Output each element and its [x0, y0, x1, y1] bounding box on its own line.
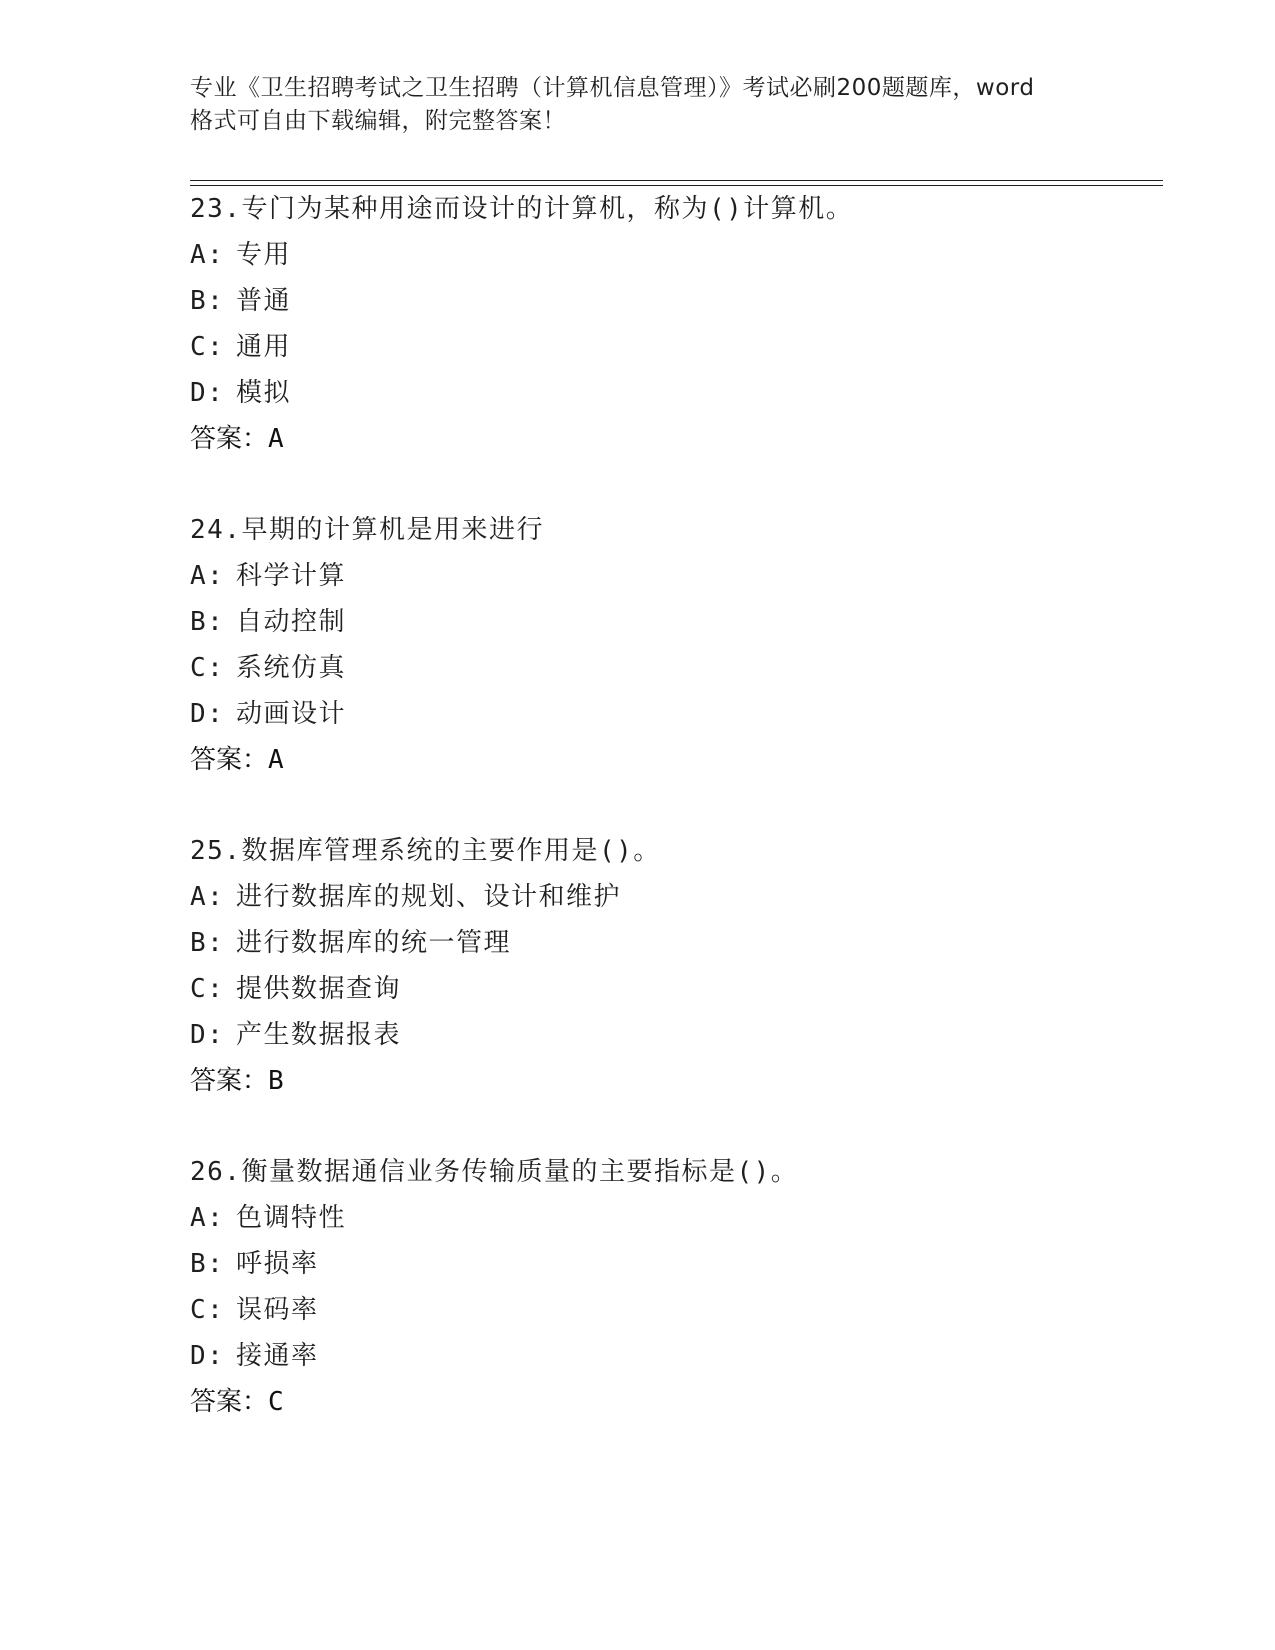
option-label: D:	[190, 378, 225, 408]
option-d	[190, 691, 1163, 737]
answer-line	[190, 737, 1163, 783]
answer-value: A	[268, 424, 284, 454]
option-c	[190, 324, 1163, 370]
answer-value: B	[268, 1066, 284, 1096]
option-a	[190, 232, 1163, 278]
option-text: 系统仿真	[236, 653, 347, 683]
question-25	[190, 828, 1163, 1104]
option-text: 动画设计	[236, 699, 347, 729]
answer-prefix: 答案：	[190, 1066, 269, 1096]
answer-value: A	[268, 745, 284, 775]
answer-value: C	[268, 1387, 284, 1417]
option-b	[190, 1241, 1163, 1287]
option-label: B:	[190, 286, 225, 316]
question-stem: 25.数据库管理系统的主要作用是()。	[190, 836, 661, 866]
option-text: 科学计算	[236, 561, 347, 591]
option-text: 普通	[236, 286, 292, 316]
header-divider-top	[190, 180, 1163, 181]
option-label: A:	[190, 561, 225, 591]
answer-prefix: 答案：	[190, 1387, 269, 1417]
option-text: 接通率	[236, 1341, 319, 1371]
option-label: A:	[190, 1203, 225, 1233]
option-label: D:	[190, 1020, 225, 1050]
option-label: D:	[190, 699, 225, 729]
option-label: A:	[190, 240, 225, 270]
option-a	[190, 874, 1163, 920]
option-text: 模拟	[236, 378, 292, 408]
option-text: 呼损率	[236, 1249, 319, 1279]
question-stem: 26.衡量数据通信业务传输质量的主要指标是()。	[190, 1157, 799, 1187]
answer-line	[190, 416, 1163, 462]
answer-prefix: 答案：	[190, 745, 269, 775]
option-label: B:	[190, 607, 225, 637]
answer-prefix: 答案：	[190, 424, 269, 454]
option-label: C:	[190, 332, 225, 362]
option-label: B:	[190, 1249, 225, 1279]
option-c	[190, 966, 1163, 1012]
option-d	[190, 370, 1163, 416]
option-d	[190, 1333, 1163, 1379]
header-line-2: 格式可自由下载编辑，附完整答案！	[190, 108, 566, 134]
option-text: 专用	[236, 240, 292, 270]
option-b	[190, 278, 1163, 324]
option-d	[190, 1012, 1163, 1058]
option-text: 误码率	[236, 1295, 319, 1325]
option-text: 产生数据报表	[236, 1020, 402, 1050]
option-text: 色调特性	[236, 1203, 347, 1233]
option-text: 进行数据库的统一管理	[236, 928, 512, 958]
option-c	[190, 1287, 1163, 1333]
option-label: B:	[190, 928, 225, 958]
option-text: 通用	[236, 332, 292, 362]
answer-line	[190, 1058, 1163, 1104]
option-text: 进行数据库的规划、设计和维护	[236, 882, 622, 912]
question-23	[190, 186, 1163, 462]
option-label: D:	[190, 1341, 225, 1371]
option-b	[190, 599, 1163, 645]
option-a	[190, 553, 1163, 599]
question-stem: 24.早期的计算机是用来进行	[190, 515, 544, 545]
option-a	[190, 1195, 1163, 1241]
question-26	[190, 1149, 1163, 1425]
option-text: 自动控制	[236, 607, 347, 637]
document-header	[190, 72, 1090, 138]
option-label: C:	[190, 653, 225, 683]
question-stem: 23.专门为某种用途而设计的计算机，称为()计算机。	[190, 194, 854, 224]
option-label: C:	[190, 1295, 225, 1325]
option-c	[190, 645, 1163, 691]
option-label: C:	[190, 974, 225, 1004]
header-line-1: 专业《卫生招聘考试之卫生招聘（计算机信息管理）》考试必刷200题题库，word	[190, 75, 1035, 101]
option-b	[190, 920, 1163, 966]
option-label: A:	[190, 882, 225, 912]
answer-line	[190, 1379, 1163, 1425]
option-text: 提供数据查询	[236, 974, 402, 1004]
question-24	[190, 507, 1163, 783]
